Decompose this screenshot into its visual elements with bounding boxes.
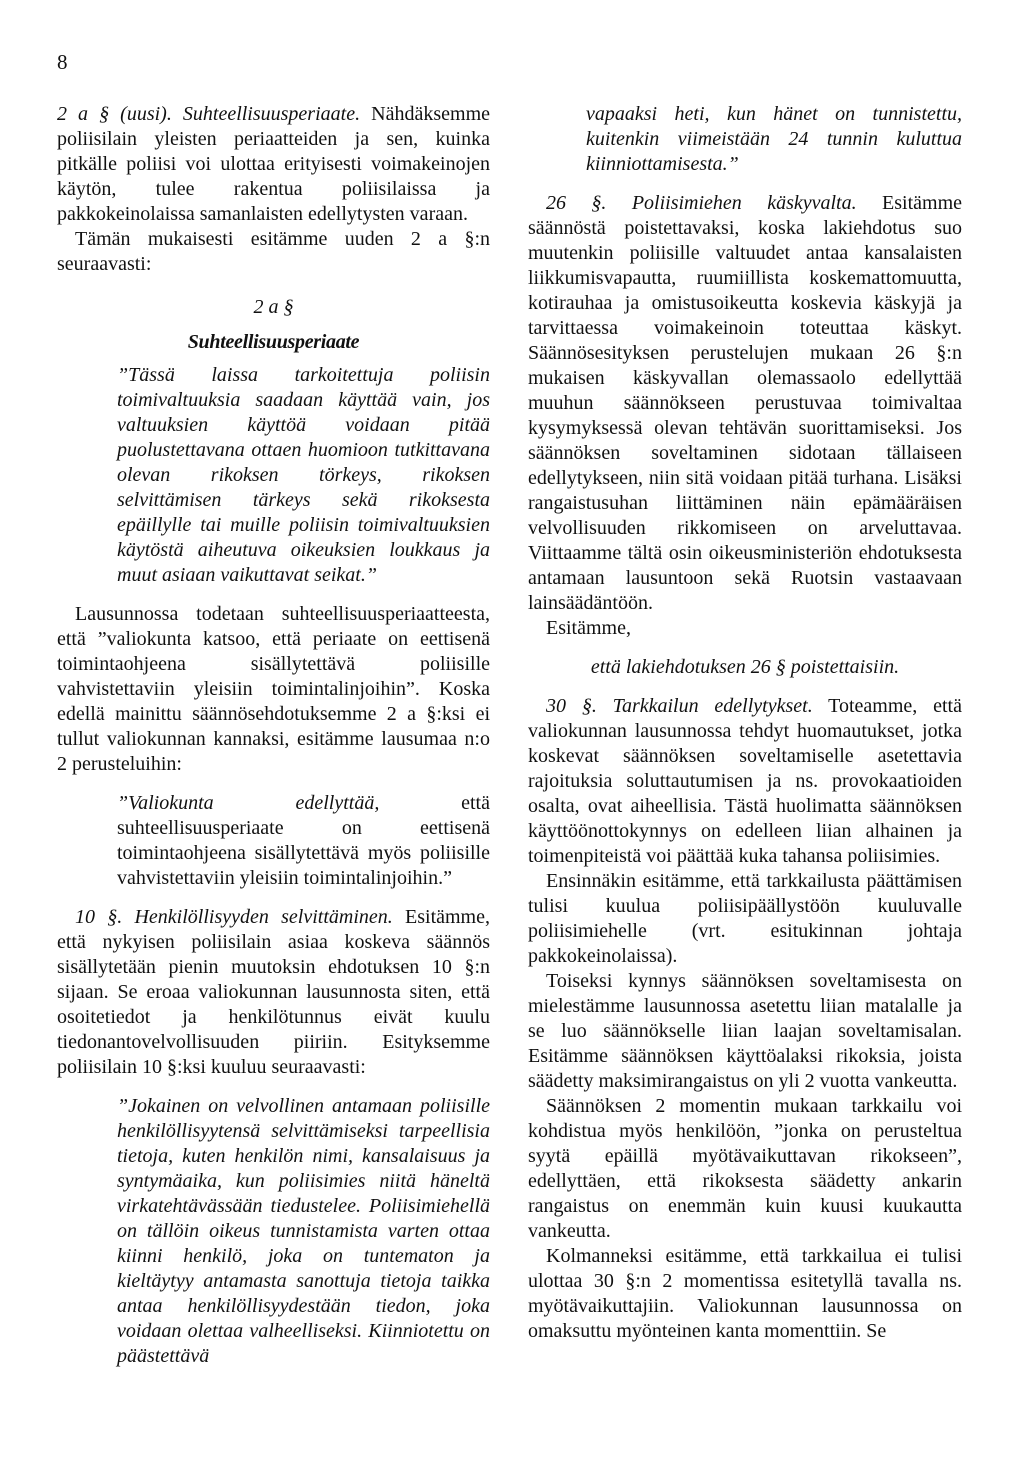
paragraph-2-momentti: Säännöksen 2 momentin mukaan tarkkailu voi kohdistua myös henkilöön, ”jonka on perusteltua syytä epäillä myötävaikuttavan rikokseen”, edellyttäen, että rikoksesta säädetty ankarin rangaistus on enemmän kuin kuusi kuukautta vankeutta. <box>528 1095 962 1242</box>
right-column <box>528 102 962 1344</box>
paragraph-10 <box>57 905 490 1080</box>
left-column <box>57 102 490 1369</box>
quote-valiokunta <box>117 791 490 891</box>
spacer <box>57 891 490 905</box>
quote-10-continued: vapaaksi heti, kun hänet on tunnistettu, kuitenkin viimeistään 24 tunnin kuluttua kiinniottamisesta.” <box>586 103 962 175</box>
paragraph-esitamme: Esitämme, <box>546 617 631 639</box>
paragraph-toiseksi: Toiseksi kynnys säännöksen soveltamisesta on mielestämme lausunnossa asetettu liian matalalle ja se luo säännökselle liian laajan soveltamisalan. Esitämme säännöksen käyttöalaksi rikoksia, joista säädetty maksimirangaistus on yli 2 vuotta vankeutta. <box>528 970 962 1092</box>
paragraph-26 <box>528 191 962 616</box>
paragraph-lausunto: Lausunnossa todetaan suhteellisuusperiaatteesta, että ”valiokunta katsoo, että periaate on eettisenä toimintaohjeena sisällytettävä poliisille vahvistettaviin yleisiin toimintalinjoihin”. Koska edellä mainittu säännösehdotuksemme 2 a §:ksi ei tullut valiokunnan kannaksi, esitämme lausumaa n:o 2 perusteluihin: <box>57 603 490 775</box>
paragraph-30 <box>528 694 962 869</box>
paragraph-text: Toteamme, että valiokunnan lausunnossa tehdyt huomautukset, jotka koskevat säännöksen soveltamiselle asetettavia rajoituksia soluttautumisen ja ns. provokaatioiden osalta, ovat aiheellisia. Tästä huolimatta säännöksen käyttöönottokynnys on edelleen liian alhainen ja toimenpiteistä voi päättää kuka tahansa poliisimies. <box>528 695 962 867</box>
paragraph-heading: 30 §. Tarkkailun edellytykset. <box>546 695 813 717</box>
quote-text: että suhteellisuusperiaate on eettisenä toimintaohjeena sisällytettävä myös poliisille vahvistettaviin yleisiin toimintalinjoihin.” <box>117 792 490 889</box>
quote-10-text: ”Jokainen on velvollinen antamaan poliisille henkilöllisyytensä selvittämiseksi tarpeellisia tietoja, kuten henkilön nimi, kansalaisuus ja syntymäaika, kun poliisimies niitä häneltä virkatehtävässään tiedustelee. Poliisimiehellä on tällöin oikeus tunnistamista varten ottaa kiinni henkilö, joka on tuntematon ja kieltäytyy antamasta sanottuja tietoja taikka antaa henkilöllisyydestään tiedon, joka voidaan olettaa valheelliseksi. Kiinniotettu on päästettävä <box>117 1095 490 1367</box>
paragraph-ensinnakin: Ensinnäkin esitämme, että tarkkailusta päättämisen tulisi kuulua poliisipäällystöön kuuluvalle poliisimiehelle (vrt. esitukinnan johtaja pakkokeinolaissa). <box>528 870 962 967</box>
paragraph-heading: 2 a § (uusi). Suhteellisuusperiaate. <box>57 103 361 125</box>
paragraph-proposal-intro: Tämän mukaisesti esitämme uuden 2 a §:n seuraavasti: <box>57 228 490 275</box>
section-quote: ”Tässä laissa tarkoitettuja poliisin toimivaltuuksia saadaan käyttää vain, jos valtuuksien käyttöä voidaan pitää puolustettavana ottaen huomioon tutkittavana olevan rikoksen törkeys, rikoksen selvittämisen tärkeys sekä rikoksesta epäillylle tai muille poliisin toimivaltuuksien käytöstä aiheutuva oikeuksien loukkaus ja muut asiaan vaikuttavat seikat.” <box>117 364 490 586</box>
spacer <box>528 177 962 191</box>
paragraph-heading: 10 §. Henkilöllisyyden selvittäminen. <box>75 906 393 928</box>
spacer <box>528 680 962 694</box>
section-title: Suhteellisuusperiaate <box>187 331 360 353</box>
paragraph-2a <box>57 102 490 227</box>
spacer <box>57 777 490 791</box>
paragraph-text: Esitämme, että nykyisen poliisilain asiaa koskeva säännös sisällytetään pienin muutoksin ehdotuksen 10 §:n sijaan. Se eroaa valiokunnan lausunnosta siten, että osoitetiedot ja henkilötunnus eivät kuulu tiedonantovelvollisuuden piiriin. Esityksemme poliisilain 10 §:ksi kuuluu seuraavasti: <box>57 906 490 1078</box>
paragraph-heading: 26 §. Poliisimiehen käskyvalta. <box>546 192 857 214</box>
proposal-line: että lakiehdotuksen 26 § poistettaisiin. <box>590 656 900 678</box>
quote-italic-lead: ”Valiokunta edellyttää, <box>117 792 380 814</box>
paragraph-text: Esitämme säännöstä poistettavaksi, koska lakiehdotus suo muutenkin poliisille valtuudet antaa kansalaisten liikkumisvapautta, ruumiillista koskemattomuutta, kotirauhaa ja omistusoikeutta koskevia käskyjä ja tarvittaessa voimakeinoin toteuttaa käskyt. Säännösesityksen perustelujen mukaan 26 §:n mukaisen käskyvallan olemassaolo edellyttää muuhun säännökseen perustuvaa toimivaltaa kysymyksessä olevan tehtävän suorittamiseksi. Jos säännöksen soveltaminen sidotaan tällaiseen edellytykseen, niin sitä voidaan pitää turhana. Lisäksi rangaistusuhan liittäminen näin epämääräisen velvollisuuden rikkomiseen on arveluttavaa. Viittaamme tältä osin oikeusministeriön ehdotuksesta antamaan lausuntoon sekä Ruotsin vastaavaan lainsäädäntöön. <box>528 192 962 614</box>
paragraph-kolmanneksi: Kolmanneksi esitämme, että tarkkailua ei tulisi ulottaa 30 §:n 2 momentissa esitetyllä tavalla ns. myötävaikuttajiin. Valiokunnan lausunnossa on omaksuttu myönteinen kanta momenttiin. Se <box>528 1245 962 1342</box>
section-number: 2 a § <box>253 296 294 318</box>
spacer <box>57 588 490 602</box>
spacer <box>528 641 962 655</box>
page-number: 8 <box>57 50 68 74</box>
paragraph-text: Nähdäksemme poliisilain yleisten periaatteiden ja sen, kuinka pitkälle poliisi voi ulottaa erityisesti voimakeinojen käytön, tulee rakentua poliisilaissa ja pakkokeinolaissa samanlaisten edellytysten varaan. <box>57 103 490 225</box>
spacer <box>57 1080 490 1094</box>
